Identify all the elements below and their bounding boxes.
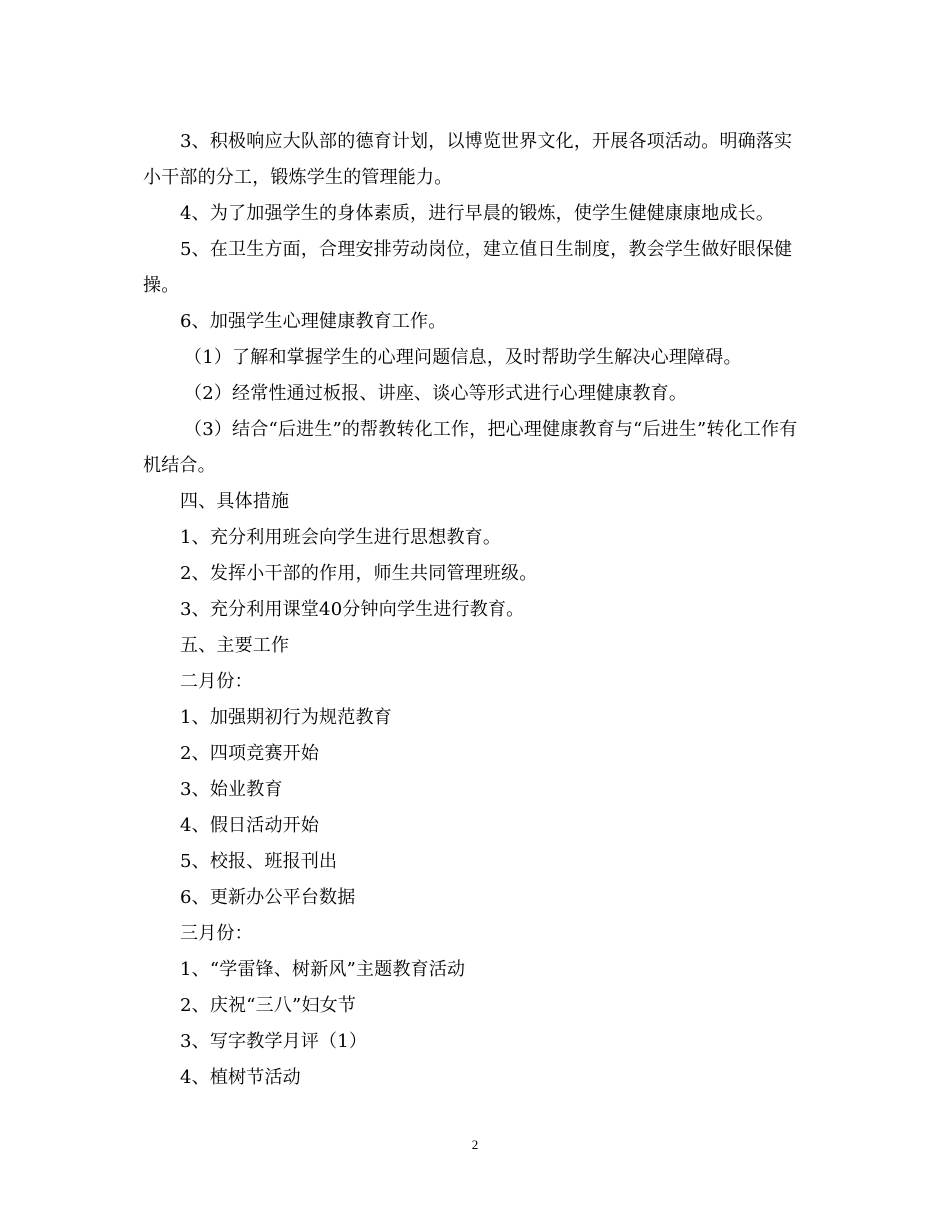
list-item: 3、始业教育 (180, 779, 283, 800)
section-heading: 五、主要工作 (180, 635, 290, 656)
list-item: 1、充分利用班会向学生进行思想教育。 (180, 527, 502, 548)
section-heading: 四、具体措施 (180, 491, 290, 512)
list-item: 2、庆祝“三八”妇女节 (180, 995, 357, 1016)
list-item: 1、“学雷锋、树新风”主题教育活动 (180, 959, 466, 980)
list-item: 3、充分利用课堂40分钟向学生进行教育。 (180, 599, 525, 620)
list-item: 4、假日活动开始 (180, 815, 320, 836)
month-heading: 二月份： (180, 671, 253, 692)
page-number: 2 (471, 1137, 479, 1152)
list-item: 2、发挥小干部的作用，师生共同管理班级。 (180, 563, 538, 584)
paragraph: （2）经常性通过板报、讲座、谈心等形式进行心理健康教育。 (184, 383, 688, 404)
list-item: 3、写字教学月评（1） (180, 1031, 368, 1052)
list-item: 5、校报、班报刊出 (180, 851, 338, 872)
list-item: 1、加强期初行为规范教育 (180, 707, 392, 728)
paragraph: 3、积极响应大队部的德育计划，以博览世界文化，开展各项活动。明确落实小干部的分工，锻炼学生的管理能力。 (143, 131, 793, 188)
paragraph: 5、在卫生方面，合理安排劳动岗位，建立值日生制度，教会学生做好眼保健操。 (143, 239, 793, 296)
paragraph: （1）了解和掌握学生的心理问题信息，及时帮助学生解决心理障碍。 (184, 347, 742, 368)
paragraph: 6、加强学生心理健康教育工作。 (180, 311, 447, 332)
list-item: 4、植树节活动 (180, 1067, 301, 1088)
list-item: 6、更新办公平台数据 (180, 887, 356, 908)
document-body (143, 124, 807, 1096)
paragraph: 4、为了加强学生的身体素质，进行早晨的锻炼，使学生健健康康地成长。 (180, 203, 775, 224)
month-heading: 三月份： (180, 923, 253, 944)
list-item: 2、四项竞赛开始 (180, 743, 320, 764)
paragraph: （3）结合“后进生”的帮教转化工作，把心理健康教育与“后进生”转化工作有机结合。 (143, 419, 798, 476)
